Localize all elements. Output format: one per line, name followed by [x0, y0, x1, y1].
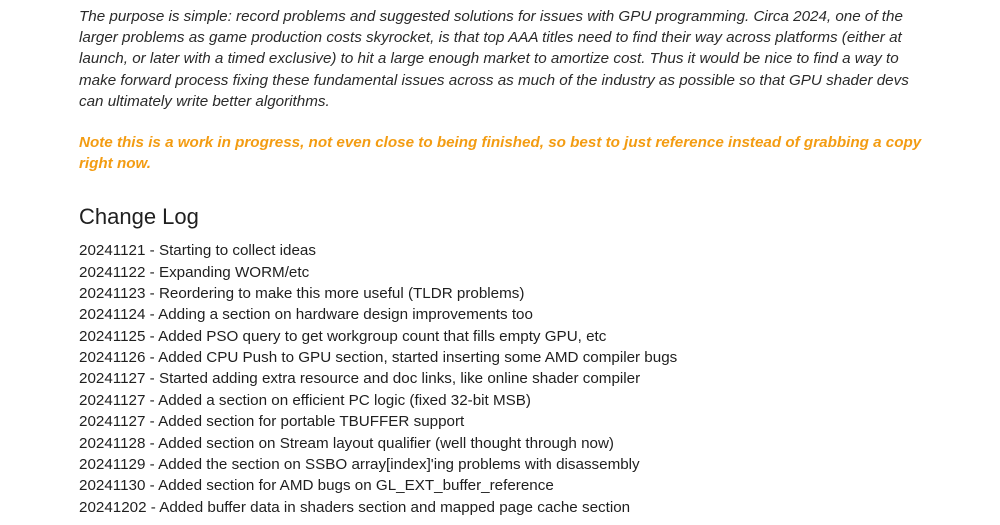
changelog-entry: 20241125 - Added PSO query to get workgroup count that fills empty GPU, etc — [79, 327, 607, 345]
changelog-entry: 20241123 - Reordering to make this more useful (TLDR problems) — [79, 285, 525, 303]
changelog-entry: 20241130 - Added section for AMD bugs on GL_EXT_buffer_reference — [79, 477, 554, 495]
intro-paragraph: The purpose is simple: record problems and suggested solutions for issues with GPU programming. Circa 2024, one of the larger problems as game production costs skyrocket, is that top AAA titles need to find their way across platforms (either at launch, or later with a timed exclusive) to hit a large enough market to amortize cost. Thus it would be nice to find a way to make forward process fixing these fundamental issues across as much of the industry as possible so that GPU shader devs can ultimately write better algorithms. — [79, 8, 909, 110]
changelog-entry: 20241124 - Adding a section on hardware design improvements too — [79, 306, 533, 324]
changelog-entry: 20241127 - Added section for portable TBUFFER support — [79, 413, 465, 431]
changelog-entry: 20241121 - Starting to collect ideas — [79, 242, 316, 260]
changelog-entry: 20241127 - Started adding extra resource and doc links, like online shader compiler — [79, 370, 641, 388]
changelog-list — [79, 240, 929, 517]
changelog-entry: 20241126 - Added CPU Push to GPU section, started inserting some AMD compiler bugs — [79, 349, 678, 367]
document-body — [79, 6, 929, 518]
changelog-entry: 20241122 - Expanding WORM/etc — [79, 263, 310, 281]
changelog-entry: 20241129 - Added the section on SSBO array[index]'ing problems with disassembly — [79, 455, 640, 473]
changelog-entry: 20241128 - Added section on Stream layout qualifier (well thought through now) — [79, 434, 614, 452]
changelog-heading: Change Log — [79, 204, 199, 230]
changelog-entry: 20241202 - Added buffer data in shaders section and mapped page cache section — [79, 498, 631, 516]
work-in-progress-note: Note this is a work in progress, not even close to being finished, so best to just reference instead of grabbing a copy right now. — [79, 134, 922, 173]
changelog-entry: 20241127 - Added a section on efficient PC logic (fixed 32-bit MSB) — [79, 391, 531, 409]
